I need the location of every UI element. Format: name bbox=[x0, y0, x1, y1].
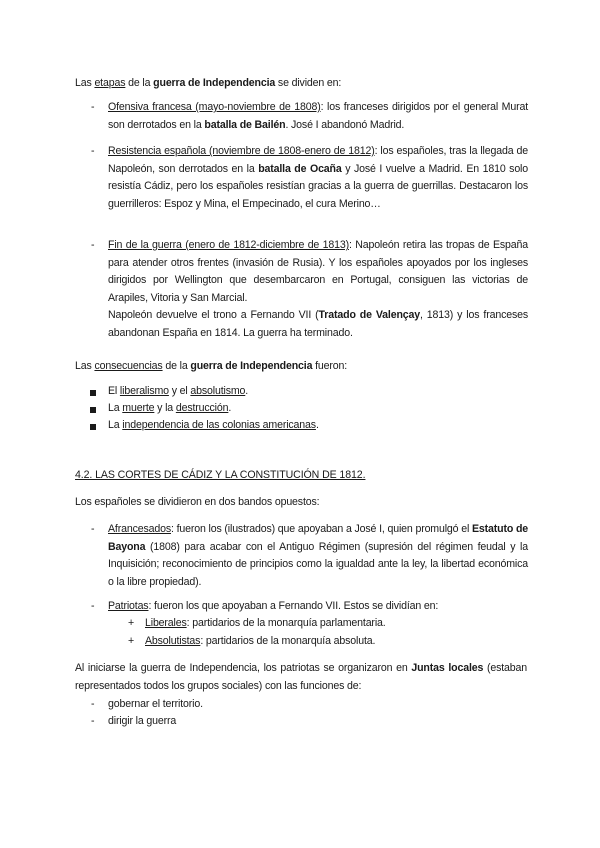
bandos-intro: Los españoles se dividieron en dos bandos opuestos: bbox=[75, 496, 320, 508]
square-bullet-icon bbox=[90, 390, 96, 396]
juntas-paragraph: Al iniciarse la guerra de Independencia, los patriotas se organizaron en Juntas locales (estaban representados todos los grupos sociales) con las funciones de: bbox=[75, 662, 528, 692]
list-dash: - bbox=[91, 715, 95, 727]
funcion-item: gobernar el territorio. bbox=[108, 698, 203, 710]
section-heading: 4.2. LAS CORTES DE CÁDIZ Y LA CONSTITUCIÓN DE 1812. bbox=[75, 469, 366, 481]
list-dash: - bbox=[91, 600, 95, 612]
square-bullet-icon bbox=[90, 407, 96, 413]
etapas-intro: Las etapas de la guerra de Independencia se dividen en: bbox=[75, 77, 342, 89]
list-dash: - bbox=[91, 145, 95, 157]
patriotas-sub-item: Absolutistas: partidarios de la monarquía absoluta. bbox=[145, 635, 376, 647]
etapa-item: Ofensiva francesa (mayo-noviembre de 1808): los franceses dirigidos por el general Murat son derrotados en la batalla de Bailén. José I abandonó Madrid. bbox=[108, 101, 529, 131]
consecuencia-item: La muerte y la destrucción. bbox=[108, 402, 232, 414]
etapa-item-continuation: Napoleón devuelve el trono a Fernando VII (Tratado de Valençay, 1813) y los franceses abandonan España en 1814. La guerra ha terminado. bbox=[108, 309, 528, 339]
afrancesados-item: Afrancesados: fueron los (ilustrados) que apoyaban a José I, quien promulgó el Estatuto de Bayona (1808) para acabar con el Antiguo Régimen (supresión del régimen feudal y la Inquisición; reconocimiento de principios como la igualdad ante la ley, la libertad económica o la libre propiedad). bbox=[108, 523, 529, 588]
patriotas-sub-item: Liberales: partidarios de la monarquía parlamentaria. bbox=[145, 617, 386, 629]
patriotas-item: Patriotas: fueron los que apoyaban a Fernando VII. Estos se dividían en: bbox=[108, 600, 439, 612]
list-dash: - bbox=[91, 239, 95, 251]
consecuencia-item: La independencia de las colonias americanas. bbox=[108, 419, 319, 431]
plus-bullet-icon: + bbox=[128, 635, 135, 647]
list-dash: - bbox=[91, 101, 95, 113]
square-bullet-icon bbox=[90, 424, 96, 430]
plus-bullet-icon: + bbox=[128, 617, 135, 629]
etapa-item: Resistencia española (noviembre de 1808-enero de 1812): los españoles, tras la llegada de Napoleón, son derrotados en la batalla de Ocaña y José I vuelve a Madrid. En 1810 solo resistía Cádiz, pero los españoles resistían gracias a la guerra de guerrillas. Destacaron los guerrilleros: Espoz y Mina, el Empecinado, el cura Merino… bbox=[108, 145, 529, 210]
etapa-item: Fin de la guerra (enero de 1812-diciembre de 1813): Napoleón retira las tropas de España para atender otros frentes (invasión de Rusia). Y los españoles apoyados por los ingleses dirigidos por Wellington que desembarcaron en Portugal, consiguen las victorias de Arapiles, Vitoria y San Marcial. bbox=[108, 239, 528, 304]
list-dash: - bbox=[91, 698, 95, 710]
consecuencias-intro: Las consecuencias de la guerra de Independencia fueron: bbox=[75, 360, 348, 372]
consecuencia-item: El liberalismo y el absolutismo. bbox=[108, 385, 249, 397]
list-dash: - bbox=[91, 523, 95, 535]
funcion-item: dirigir la guerra bbox=[108, 715, 177, 727]
